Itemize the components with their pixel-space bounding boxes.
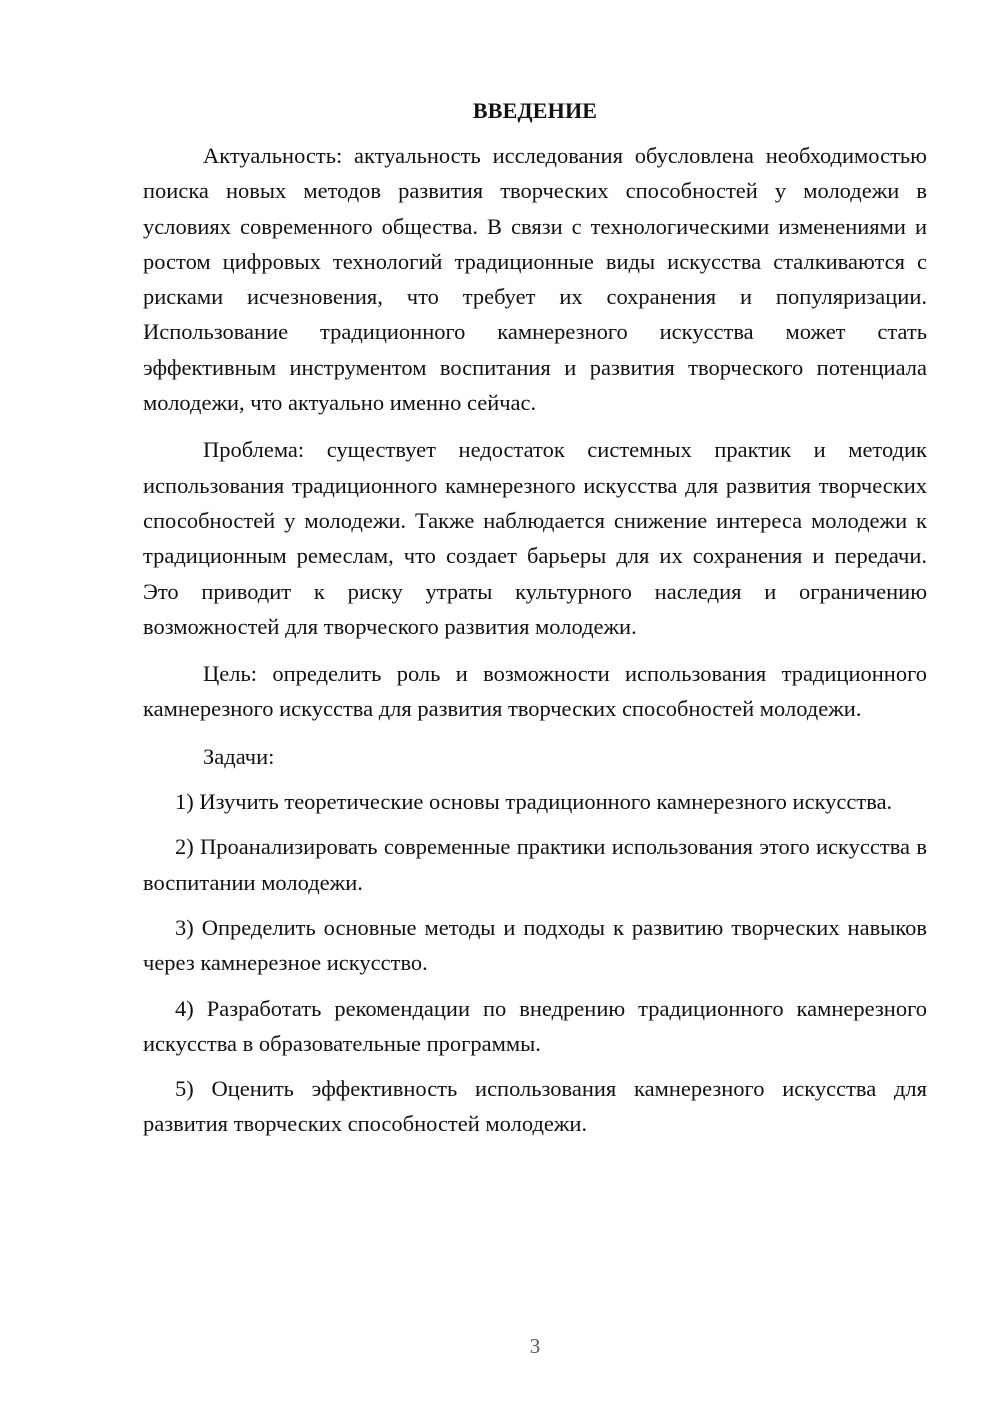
section-heading: ВВЕДЕНИЕ xyxy=(472,98,598,123)
page-number: 3 xyxy=(529,1334,541,1358)
task-item: 1) Изучить теоретические основы традиционного камнерезного искусства. xyxy=(175,789,893,815)
relevance-paragraph: Актуальность: актуальность исследования обусловлена необходимостью поиска новых методов развития творческих способностей у молодежи в условиях современного общества. В связи с технологическими изменениями и ростом цифровых технологий традиционные виды искусства сталкиваются с рисками исчезновения, что требует их сохранения и популяризации. Использование традиционного камнерезного искусства может стать эффективным инструментом воспитания и развития творческого потенциала молодежи, что актуально именно сейчас. xyxy=(143,143,927,416)
problem-paragraph: Проблема: существует недостаток системных практик и методик использования традиционного камнерезного искусства для развития творческих способностей у молодежи. Также наблюдается снижение интереса молодежи к традиционным ремеслам, что создает барьеры для их сохранения и передачи. Это приводит к риску утраты культурного наследия и ограничению возможностей для творческого развития молодежи. xyxy=(143,437,927,639)
task-item: 2) Проанализировать современные практики использования этого искусства в воспитании молодежи. xyxy=(143,834,927,895)
document-body xyxy=(143,96,927,1142)
task-item: 5) Оценить эффективность использования камнерезного искусства для развития творческих способностей молодежи. xyxy=(143,1076,927,1137)
tasks-label: Задачи: xyxy=(203,743,275,769)
task-item: 3) Определить основные методы и подходы к развитию творческих навыков через камнерезное искусство. xyxy=(143,914,927,976)
goal-paragraph: Цель: определить роль и возможности использования традиционного камнерезного искусства для развития творческих способностей молодежи. xyxy=(143,661,927,722)
task-item: 4) Разработать рекомендации по внедрению традиционного камнерезного искусства в образовательные программы. xyxy=(143,995,927,1056)
tasks-list xyxy=(143,784,927,1142)
